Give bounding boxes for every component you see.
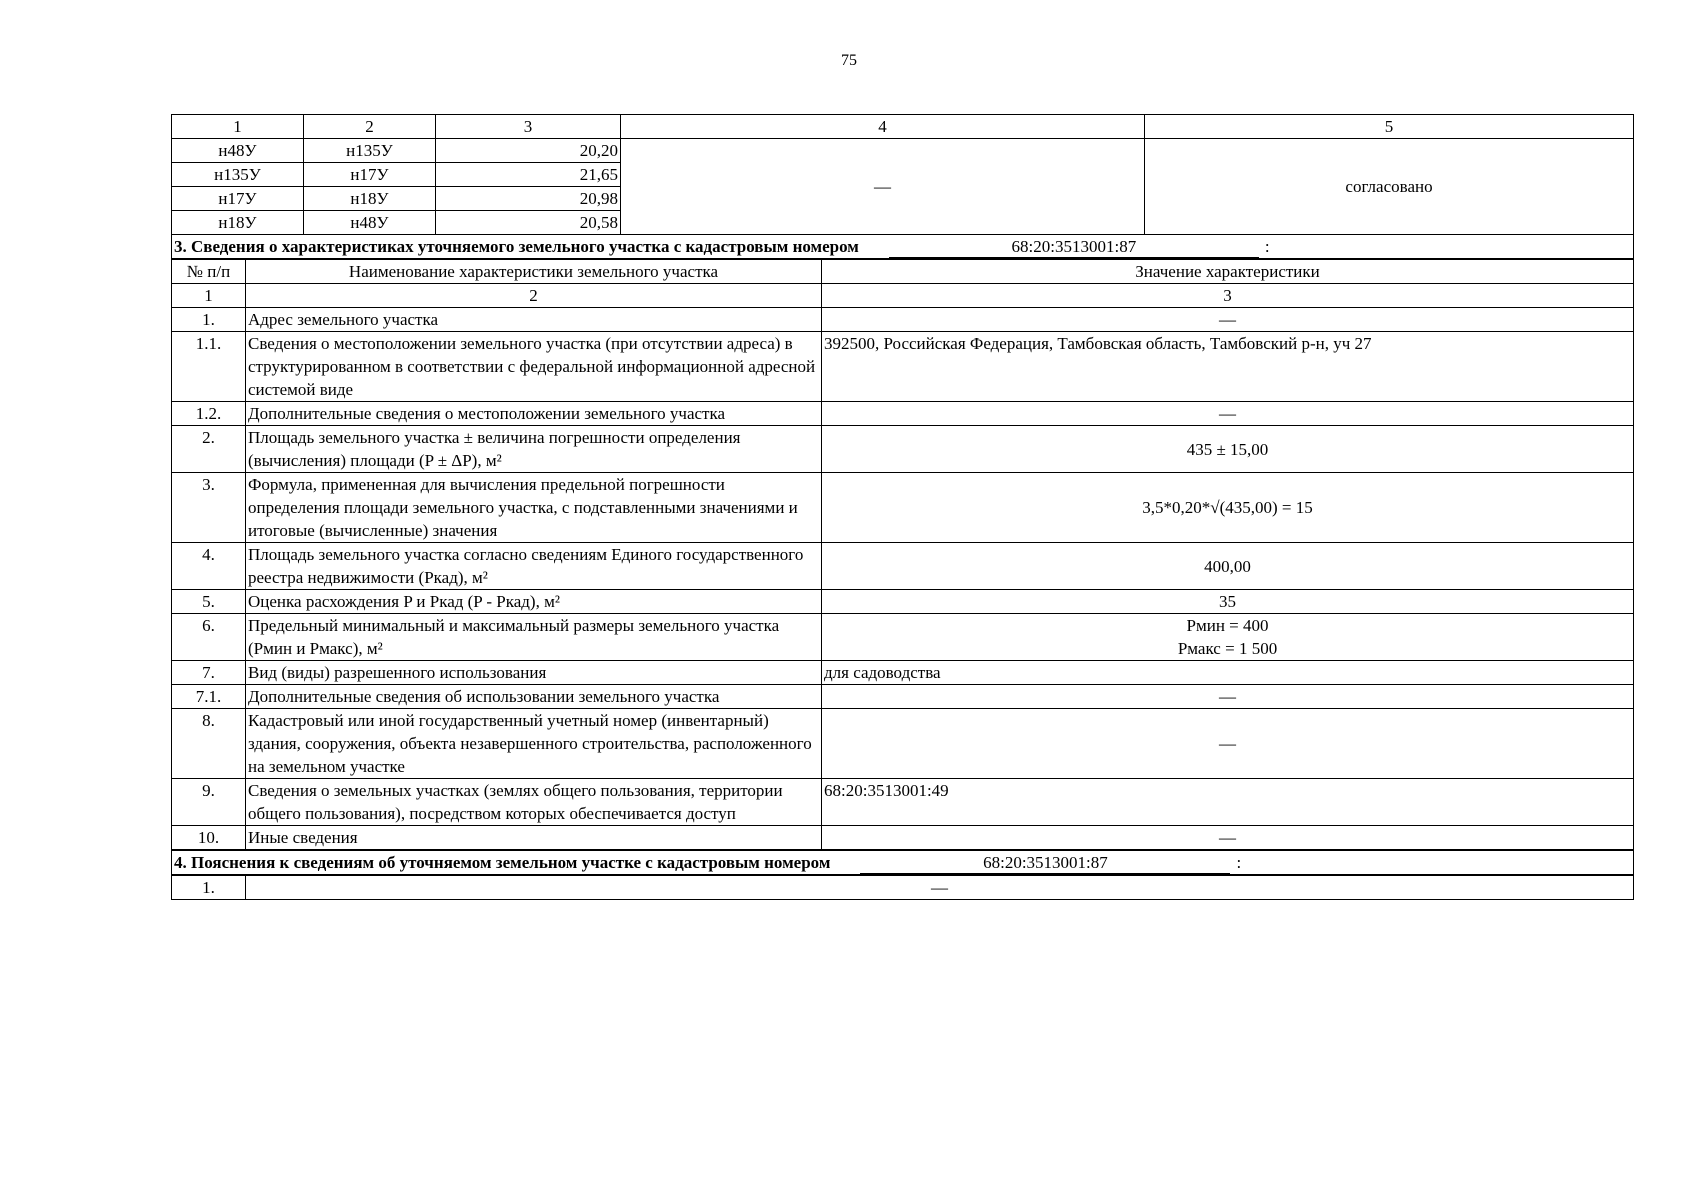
boundary-table [171,114,1634,235]
table-row [172,709,1634,779]
characteristic-name: Дополнительные сведения об использовании земельного участка [246,685,822,709]
table-row [172,308,1634,332]
segment-length: 20,58 [436,211,621,235]
row-number: 5. [172,590,246,614]
section4-title: 4. Пояснения к сведениям об уточняемом земельном участке с кадастровым номером [174,853,831,872]
point-to: н48У [304,211,436,235]
table-row [172,590,1634,614]
row-number: 1. [172,308,246,332]
characteristic-name: Площадь земельного участка согласно сведениям Единого государственного реестра недвижимости (Pкад), м² [246,543,822,590]
table-row [172,543,1634,590]
table-row [172,779,1634,826]
characteristic-name: Сведения о земельных участках (землях общего пользования, территории общего пользования), посредством которых обеспечивается доступ [246,779,822,826]
p-min-value: Pмин = 400 [1186,616,1269,635]
row-number: 4. [172,543,246,590]
characteristic-value: 3,5*0,20*√(435,00) = 15 [822,473,1634,543]
section4-title-row [172,850,1634,875]
characteristic-value: 435 ± 15,00 [822,426,1634,473]
section4-colon: : [1236,853,1242,872]
point-from: н135У [172,163,304,187]
characteristic-value: 68:20:3513001:49 [822,779,1634,826]
section4-cadastral-number: 68:20:3513001:87 [860,853,1230,874]
characteristic-value: — [822,826,1634,850]
characteristic-value: — [822,709,1634,779]
section3-colnum-2: 2 [246,284,822,308]
segment-length: 21,65 [436,163,621,187]
boundary-header-2: 2 [304,115,436,139]
characteristic-value [822,614,1634,661]
characteristic-value: — [822,308,1634,332]
boundary-col4-value: — [621,139,1145,235]
p-max-value: Pмакс = 1 500 [1177,639,1278,658]
point-to: н17У [304,163,436,187]
characteristic-name: Кадастровый или иной государственный учетный номер (инвентарный) здания, сооружения, объекта незавершенного строительства, расположенного на земельном участке [246,709,822,779]
boundary-header-3: 3 [436,115,621,139]
section4-table [171,849,1634,900]
row-number: 6. [172,614,246,661]
section3-header-name: Наименование характеристики земельного участка [246,259,822,284]
document-body [171,114,1633,900]
segment-length: 20,20 [436,139,621,163]
point-from: н17У [172,187,304,211]
row-number: 8. [172,709,246,779]
section3-header-value: Значение характеристики [822,259,1634,284]
table-row [172,614,1634,661]
characteristic-name: Вид (виды) разрешенного использования [246,661,822,685]
point-from: н18У [172,211,304,235]
characteristic-name: Иные сведения [246,826,822,850]
segment-length: 20,98 [436,187,621,211]
characteristic-value: 35 [822,590,1634,614]
characteristic-value: — [822,685,1634,709]
characteristic-name: Предельный минимальный и максимальный размеры земельного участка (Pмин и Pмакс), м² [246,614,822,661]
characteristic-name: Оценка расхождения P и Pкад (P - Pкад), м² [246,590,822,614]
boundary-header-row [172,115,1634,139]
section3-colnum-3: 3 [822,284,1634,308]
row-number: 1.2. [172,402,246,426]
boundary-col5-value: согласовано [1145,139,1634,235]
section3-header-row [172,259,1634,284]
row-number: 10. [172,826,246,850]
point-from: н48У [172,139,304,163]
section3-colon: : [1264,237,1270,256]
table-row [172,402,1634,426]
characteristic-name: Адрес земельного участка [246,308,822,332]
section3-header-num: № п/п [172,259,246,284]
characteristic-name: Площадь земельного участка ± величина погрешности определения (вычисления) площади (P ± ΔP), м² [246,426,822,473]
explanation-value: — [246,875,1634,900]
section3-title-row [172,235,1634,260]
characteristic-name: Дополнительные сведения о местоположении земельного участка [246,402,822,426]
row-number: 1.1. [172,332,246,402]
section3-cadastral-number: 68:20:3513001:87 [889,237,1259,258]
section3-table [171,234,1634,850]
characteristic-value: 392500, Российская Федерация, Тамбовская область, Тамбовский р-н, уч 27 [822,332,1634,402]
characteristic-value: — [822,402,1634,426]
characteristic-name: Формула, примененная для вычисления предельной погрешности определения площади земельного участка, с подставленными значениями и итоговые (вычисленные) значения [246,473,822,543]
row-number: 9. [172,779,246,826]
row-number: 1. [172,875,246,900]
row-number: 7.1. [172,685,246,709]
table-row [172,826,1634,850]
table-row [172,426,1634,473]
section3-title: 3. Сведения о характеристиках уточняемого земельного участка с кадастровым номером [174,237,859,256]
boundary-header-4: 4 [621,115,1145,139]
row-number: 3. [172,473,246,543]
boundary-header-1: 1 [172,115,304,139]
row-number: 2. [172,426,246,473]
table-row [172,875,1634,900]
point-to: н18У [304,187,436,211]
table-row [172,473,1634,543]
boundary-header-5: 5 [1145,115,1634,139]
table-row [172,661,1634,685]
point-to: н135У [304,139,436,163]
characteristic-value: 400,00 [822,543,1634,590]
page-number: 75 [841,52,857,69]
section3-colnum-1: 1 [172,284,246,308]
characteristic-value: для садоводства [822,661,1634,685]
section3-header-numbers-row [172,284,1634,308]
table-row [172,139,1634,163]
characteristic-name: Сведения о местоположении земельного участка (при отсутствии адреса) в структурированном в соответствии с федеральной информационной адресной системой виде [246,332,822,402]
row-number: 7. [172,661,246,685]
table-row [172,685,1634,709]
table-row [172,332,1634,402]
